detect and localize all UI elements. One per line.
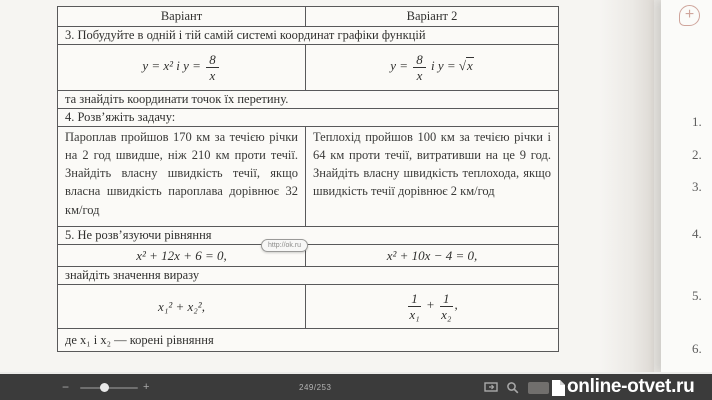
task3-formula-v2 — [306, 45, 559, 91]
fraction: $\frac{1}{\text{x₁}}$ — [409, 291, 420, 322]
table-header-row — [58, 7, 559, 27]
list-item: 4. — [692, 226, 702, 241]
thumbnails-icon[interactable] — [528, 382, 549, 394]
task4-problem-v1: Пароплав пройшов 170 км за течією річки на 2 год швидше, ніж 210 км проти течії. Знайдіть власну швидкість течії, якщо власна швидкість пароплава дорівнює 32 км/год — [58, 127, 306, 227]
zoom-in-button[interactable]: + — [143, 381, 150, 393]
zoom-slider-knob[interactable] — [100, 383, 109, 392]
viewer-toolbar — [0, 372, 712, 400]
circle-plus-icon[interactable]: + — [679, 5, 700, 26]
list-item: 1. — [692, 114, 702, 129]
variants-table — [57, 6, 559, 352]
site-watermark: online-otvet.ru — [567, 376, 695, 397]
radical-sign: √ — [458, 58, 467, 74]
task4-problem-v2: Теплохід пройшов 100 км за течією річки і 64 км проти течії, витративши на це 9 год. Знайдіть власну швидкість теплохода, якщо швидкість течії дорівнює 2 км/год — [306, 127, 559, 227]
fraction: $\frac{8}{x}$ — [206, 53, 219, 82]
list-item: 3. — [692, 179, 702, 194]
task5-footer: де x₁ і x₂ — корені рівняння — [58, 329, 559, 352]
task5-expression-v2 — [306, 285, 559, 329]
fraction: $\frac{8}{x}$ — [413, 53, 426, 82]
header-variant-2: Варіант 2 — [306, 7, 559, 27]
fraction: $\frac{1}{\text{x₂}}$ — [441, 291, 452, 322]
task5-expression-v1: x₁² + x₂², — [58, 285, 306, 329]
next-page-edge — [661, 0, 712, 372]
comma: , — [454, 297, 458, 313]
plus-operator: + — [425, 297, 435, 313]
fullscreen-icon[interactable] — [484, 381, 498, 393]
page-counter: 249/253 — [299, 383, 332, 392]
formula-part: y = — [390, 58, 408, 74]
task4-title: 4. Розв’яжіть задачу: — [58, 109, 559, 127]
formula-part: і y = — [430, 58, 459, 74]
sqrt-argument: x — [467, 58, 473, 74]
zoom-slider-track[interactable] — [80, 387, 138, 389]
list-item: 5. — [692, 288, 702, 303]
zoom-out-button[interactable]: − — [62, 380, 70, 394]
search-icon[interactable] — [506, 381, 519, 394]
formula-part: і y = — [173, 58, 201, 74]
url-watermark-pill: http://ok.ru — [261, 239, 308, 252]
task5-title: 5. Не розв’язуючи рівняння — [58, 227, 559, 245]
document-icon — [551, 379, 566, 397]
task5-equation-v1: x² + 12x + 6 = 0, — [58, 245, 306, 267]
task3-footer: та знайдіть координати точок їх перетину. — [58, 91, 559, 109]
task3-title: 3. Побудуйте в одній і тій самій системі координат графіки функцій — [58, 27, 559, 45]
task3-formula-v1 — [58, 45, 306, 91]
formula-part: y = x² — [142, 58, 174, 74]
task5-mid-text: знайдіть значення виразу — [58, 267, 559, 285]
header-variant-1: Варіант — [58, 7, 306, 27]
list-item: 6. — [692, 341, 702, 356]
list-item: 2. — [692, 147, 702, 162]
task5-equation-v2: x² + 10x − 4 = 0, — [306, 245, 559, 267]
